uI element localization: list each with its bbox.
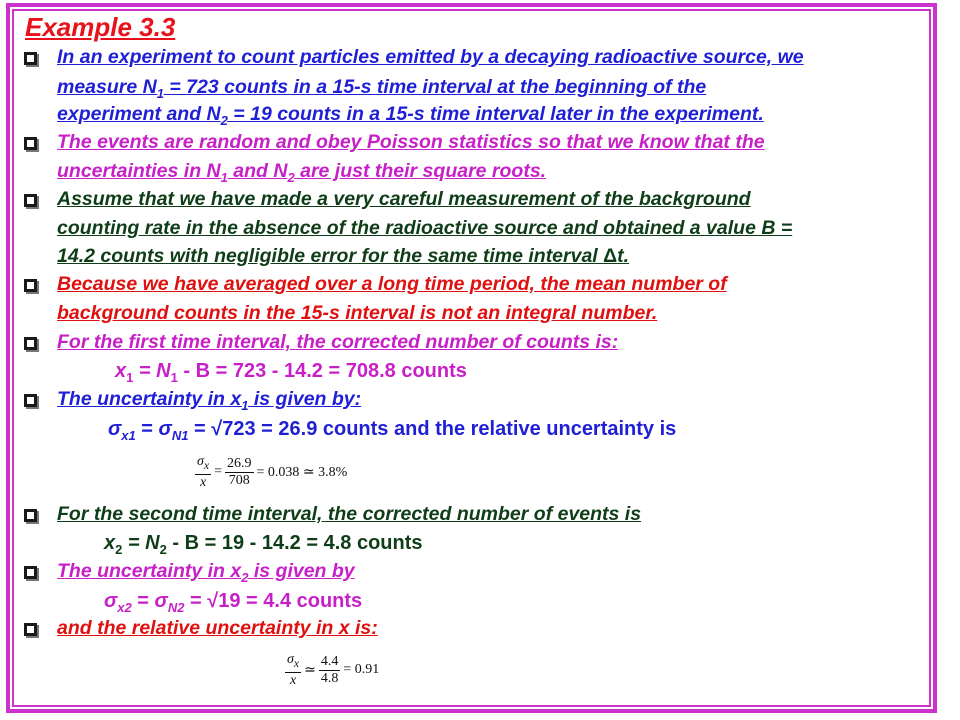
equation-sigma-x2: $\sigma_{x2} = \sigma_{N2} = √19 = 4.4$ counts: [104, 590, 363, 615]
bullet-1-line-1: In an experiment to count particles emitted by a decaying radioactive source, we: [57, 46, 804, 68]
bullet-4-line-1: Because we have averaged over a long time period, the mean number of: [57, 273, 727, 295]
bullet-1-line-2: measure $N_1 = 723$ counts in a 15-s time interval at the beginning of the: [57, 76, 707, 101]
bullet-4-line-2: background counts in the 15-s interval is not an integral number.: [57, 302, 658, 324]
relative-uncertainty-formula-1: $\frac{\sigma_x}{x}$ = $\frac{26.9}{708}$ = 0.038 ≃ 3.8%: [197, 454, 348, 490]
bullet-8-line-1: The uncertainty in $x_2$ is given by: [57, 560, 355, 585]
checkbox-bullet-icon: [24, 509, 37, 522]
checkbox-bullet-icon: [24, 394, 37, 407]
bullet-6-line-1: The uncertainty in $x_1$ is given by:: [57, 388, 362, 413]
bullet-9-line-1: and the relative uncertainty in x is:: [57, 617, 378, 639]
checkbox-bullet-icon: [24, 623, 37, 636]
checkbox-bullet-icon: [24, 279, 37, 292]
checkbox-bullet-icon: [24, 137, 37, 150]
bullet-5-line-1: For the first time interval, the corrected number of counts is:: [57, 331, 619, 353]
equation-sigma-x1: $\sigma_{x1} = \sigma_{N1} = √723 = 26.9$ counts and the relative uncertainty is: [108, 418, 677, 443]
bullet-3-line-2: counting rate in the absence of the radioactive source and obtained a value B =: [57, 217, 793, 239]
relative-uncertainty-formula-2: $\frac{\sigma_x}{x}$ ≃ $\frac{4.4}{4.8}$ = 0.91: [287, 652, 380, 688]
bullet-3-line-3: 14.2 counts with negligible error for the same time interval Δt.: [57, 245, 630, 267]
checkbox-bullet-icon: [24, 337, 37, 350]
checkbox-bullet-icon: [24, 194, 37, 207]
checkbox-bullet-icon: [24, 52, 37, 65]
checkbox-bullet-icon: [24, 566, 37, 579]
bullet-2-line-2: uncertainties in $N_1$ and $N_2$ are just their square roots.: [57, 160, 547, 185]
bullet-3-line-1: Assume that we have made a very careful measurement of the background: [57, 188, 751, 210]
slide-title: Example 3.3: [25, 12, 176, 42]
bullet-1-line-3: experiment and $N_2 = 19$ counts in a 15-s time interval later in the experiment.: [57, 103, 764, 128]
bullet-2-line-1: The events are random and obey Poisson statistics so that we know that the: [57, 131, 765, 153]
equation-x2: $x_2 = N_2 - B = 19 - 14.2 = 4.8$ counts: [104, 532, 423, 557]
bullet-7-line-1: For the second time interval, the corrected number of events is: [57, 503, 642, 525]
equation-x1: $x_1 = N_1 - B = 723 - 14.2 = 708.8$ counts: [115, 360, 467, 385]
